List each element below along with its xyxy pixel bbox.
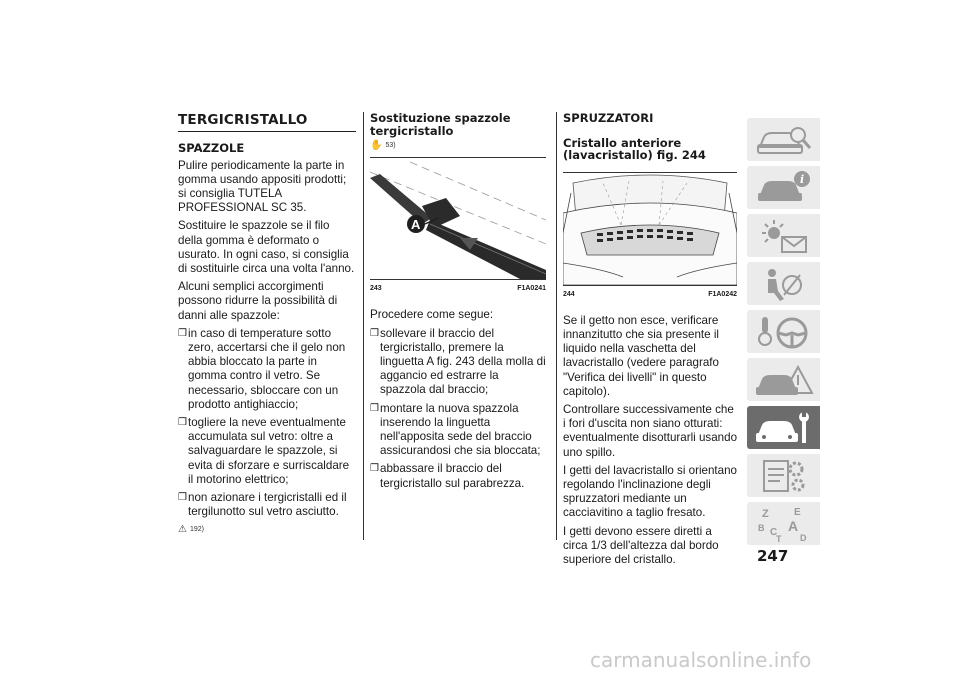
tab-safety[interactable] — [747, 166, 820, 209]
paragraph: Se il getto non esce, verificare innanzitutto che sia presente il liquido nella vaschetta del lavacristallo (vedere paragrafo "Verifica dei livelli" in questo capitolo). — [563, 313, 719, 398]
wiper-blade-illustration — [370, 158, 546, 279]
alphabet-index-icon — [754, 505, 814, 543]
figure-code: F1A0242 — [708, 290, 737, 298]
list-item: ❒ montare la nuova spazzola inserendo la linguetta nell'apposita sede del braccio assicurandosi che sia bloccata; — [370, 401, 541, 458]
figure-windscreen-washers — [563, 172, 737, 286]
section-title: SPRUZZATORI — [563, 111, 654, 125]
warning-triangle-icon: ⚠ — [178, 524, 187, 536]
index-letter: Z — [761, 507, 769, 520]
car-breakdown-icon — [754, 361, 814, 399]
note-reference — [370, 139, 546, 153]
column-divider — [363, 112, 364, 540]
list-item: ❒ togliere la neve eventualmente accumulata sul vetro: oltre a salvaguardare le spazzole, si evita di sforzare e surriscaldare il motorino elettrico; — [178, 415, 350, 486]
index-letter: C — [769, 526, 777, 538]
index-letter: B — [757, 522, 764, 533]
checkbox-bullet-icon: ❒ — [370, 327, 379, 339]
index-letter: T — [775, 533, 781, 543]
tab-servicing-maintenance[interactable] — [747, 406, 820, 449]
tab-technical-data[interactable] — [747, 454, 820, 497]
tab-warning-lights[interactable] — [747, 214, 820, 257]
subsection-title: SPAZZOLE — [178, 141, 245, 155]
paragraph: I getti del lavacristallo si orientano regolando l'inclinazione degli spruzzatori mediante un cacciavitino a taglio fresato. — [563, 463, 737, 520]
car-search-icon — [754, 121, 814, 159]
warning-reference — [178, 523, 356, 537]
tab-controls[interactable] — [747, 310, 820, 353]
list-item: ❒ in caso di temperature sotto zero, accertarsi che il gelo non abbia bloccato la parte in gomma contro il vetro. Se necessario, sbloccare con un prodotto antighiaccio; — [178, 326, 346, 411]
tab-index[interactable] — [747, 502, 820, 545]
paragraph: Alcuni semplici accorgimenti possono ridurre la possibilità di danni alle spazzole: — [178, 280, 338, 322]
svg-text:i: i — [799, 172, 804, 186]
watermark: carmanualsonline.info — [590, 648, 812, 672]
index-letter: A — [787, 517, 798, 534]
caution-hand-icon: ✋ — [370, 140, 383, 152]
warning-ref-number: 192) — [189, 526, 204, 534]
checkbox-bullet-icon: ❒ — [178, 491, 187, 503]
figure-number: 243 — [370, 285, 382, 293]
bullet-list — [178, 327, 356, 520]
person-airbag-icon — [754, 265, 814, 303]
document-gear-icon — [754, 457, 814, 495]
car-info-icon — [754, 169, 814, 207]
car-wrench-icon — [754, 409, 814, 447]
index-letter: E — [793, 506, 801, 518]
warning-lights-message-icon — [754, 217, 814, 255]
paragraph: Procedere come segue: — [370, 308, 494, 322]
bullet-list — [370, 327, 546, 491]
list-item: ❒ non azionare i tergicristalli ed il tergilunotto sul vetro asciutto. — [178, 490, 347, 519]
column-blade-replacement — [370, 112, 546, 495]
tab-emergency[interactable] — [747, 358, 820, 401]
figure-number: 244 — [563, 290, 575, 298]
chapter-tabs — [747, 118, 820, 550]
checkbox-bullet-icon: ❒ — [178, 416, 187, 428]
section-title: TERGICRISTALLO — [178, 112, 356, 132]
paragraph: Pulire periodicamente la parte in gomma usando appositi prodotti; si consiglia TUTELA PROFESSIONAL SC 35. — [178, 158, 347, 215]
paragraph: Sostituire le spazzole se il filo della gomma è deformato o usurato. In ogni caso, si consiglia di sostituirle circa una volta l'anno. — [178, 219, 355, 275]
subsection-title: Cristallo anteriore (lavacristallo) fig. 244 — [563, 135, 706, 162]
checkbox-bullet-icon: ❒ — [370, 402, 379, 414]
figure-caption — [370, 282, 546, 296]
tab-starting-driving[interactable] — [747, 262, 820, 305]
index-letter: D — [799, 532, 806, 543]
figure-code: F1A0241 — [517, 285, 546, 293]
figure-callout-label: A — [411, 217, 421, 233]
checkbox-bullet-icon: ❒ — [178, 327, 187, 339]
column-wipers — [178, 112, 356, 538]
key-steering-wheel-icon — [754, 313, 814, 351]
list-item: ❒ abbassare il braccio del tergicristallo sul parabrezza. — [370, 462, 525, 490]
paragraph: Controllare successivamente che i fori d'uscita non siano otturati: eventualmente disotturarli usando uno spillo. — [563, 402, 738, 459]
figure-wiper-blade — [370, 157, 546, 280]
tab-knowing-car[interactable] — [747, 118, 820, 161]
checkbox-bullet-icon: ❒ — [370, 463, 379, 475]
column-divider — [556, 112, 557, 540]
section-title: Sostituzione spazzole tergicristallo — [370, 111, 511, 138]
figure-caption — [563, 288, 737, 302]
note-ref-number: 53) — [385, 142, 396, 149]
column-washers — [563, 112, 737, 571]
list-item: ❒ sollevare il braccio del tergicristallo, premere la linguetta A fig. 243 della molla di aggancio ed estrarre la spazzola dal braccio; — [370, 326, 546, 397]
paragraph: I getti devono essere diretti a circa 1/3 dell'altezza dal bordo superiore del cristallo. — [563, 524, 719, 566]
page-number: 247 — [757, 547, 789, 565]
car-front-washers-illustration — [563, 173, 737, 285]
